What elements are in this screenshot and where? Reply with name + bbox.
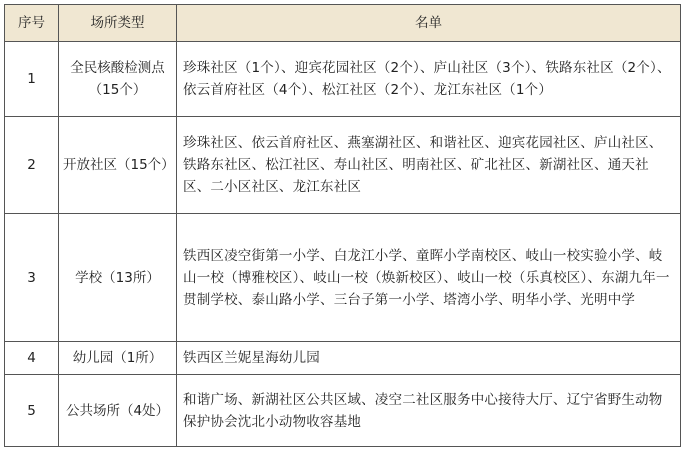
table-row xyxy=(5,214,681,342)
table-row xyxy=(5,117,681,214)
venue-list: 珍珠社区、依云首府社区、燕塞湖社区、和谐社区、迎宾花园社区、庐山社区、铁路东社区、松江社区、寿山社区、明南社区、矿北社区、新湖社区、通天社区、二小区社区、龙江东社区 xyxy=(177,117,681,214)
venue-type xyxy=(59,42,177,117)
row-number: 3 xyxy=(5,214,59,342)
venue-list: 铁西区凌空街第一小学、白龙江小学、童晖小学南校区、岐山一校实验小学、岐山一校（博雅校区）、岐山一校（焕新校区）、岐山一校（乐真校区）、东湖九年一贯制学校、泰山路小学、三台子第一小学、塔湾小学、明华小学、光明中学 xyxy=(177,214,681,342)
venue-list: 和谐广场、新湖社区公共区域、凌空二社区服务中心接待大厅、辽宁省野生动物保护协会沈北小动物收容基地 xyxy=(177,375,681,447)
table-row xyxy=(5,375,681,447)
table-row xyxy=(5,42,681,117)
row-number: 4 xyxy=(5,342,59,375)
row-number: 2 xyxy=(5,117,59,214)
venue-type: 幼儿园（1所） xyxy=(59,342,177,375)
row-number: 5 xyxy=(5,375,59,447)
venue-list-table xyxy=(4,4,681,447)
venue-list: 铁西区兰妮星海幼儿园 xyxy=(177,342,681,375)
header-row xyxy=(5,5,681,42)
venue-type: 学校（13所） xyxy=(59,214,177,342)
table-header xyxy=(5,5,681,42)
venue-type: 公共场所（4处） xyxy=(59,375,177,447)
venue-list: 珍珠社区（1个）、迎宾花园社区（2个）、庐山社区（3个）、铁路东社区（2个）、依云首府社区（4个）、松江社区（2个）、龙江东社区（1个） xyxy=(177,42,681,117)
header-type: 场所类型 xyxy=(59,5,177,42)
venue-type: 开放社区（15个） xyxy=(59,117,177,214)
header-no: 序号 xyxy=(5,5,59,42)
venue-type-count: （15个） xyxy=(88,82,147,98)
row-number: 1 xyxy=(5,42,59,117)
table-row xyxy=(5,342,681,375)
header-list: 名单 xyxy=(177,5,681,42)
venue-type-line: 全民核酸检测点 xyxy=(70,60,165,76)
table-body xyxy=(5,42,681,447)
